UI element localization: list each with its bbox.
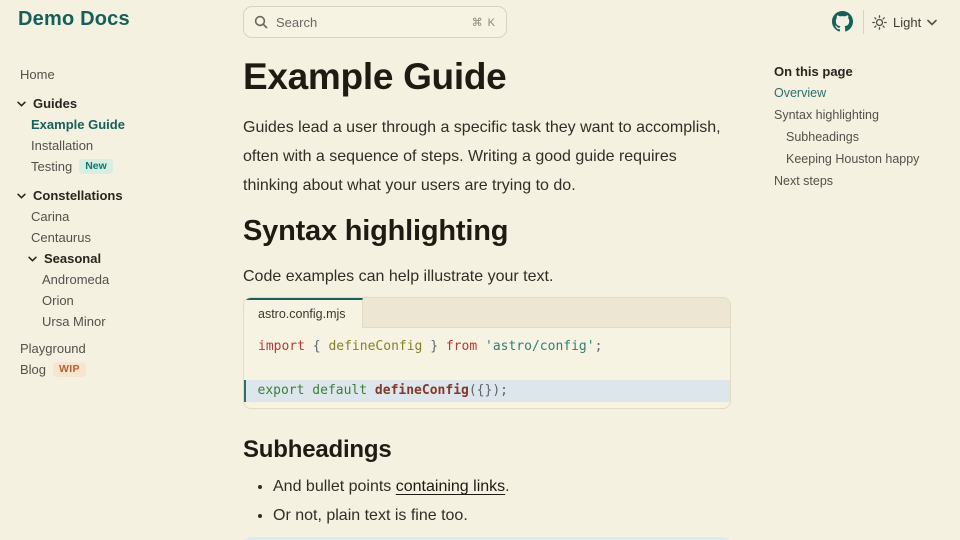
header-divider: [863, 10, 864, 34]
sidebar-group-constellations[interactable]: Constellations: [20, 185, 225, 206]
main-content: [243, 55, 731, 540]
site-header: [0, 0, 960, 44]
code-line-highlighted: export default defineConfig({});: [244, 380, 730, 402]
code-tab-bar: [244, 298, 730, 328]
sidebar-item-home[interactable]: Home: [20, 67, 55, 82]
sidebar-item-andromeda[interactable]: Andromeda: [42, 272, 110, 287]
toc-title: On this page: [774, 64, 853, 79]
page-title: Example Guide: [243, 56, 507, 97]
sidebar-group-seasonal[interactable]: Seasonal: [20, 248, 225, 269]
code-tab-astro-config[interactable]: astro.config.mjs: [244, 298, 363, 328]
sidebar-nav: [20, 64, 225, 380]
chevron-down-icon: [28, 256, 37, 262]
search-shortcut: ⌘ K: [471, 16, 496, 29]
toc-item-overview[interactable]: Overview: [774, 86, 827, 100]
sidebar-item-installation[interactable]: Installation: [31, 138, 94, 153]
list-item: • Or not, plain text is fine too.: [273, 506, 731, 526]
sun-icon: [872, 15, 887, 30]
code-line: import { defineConfig } from 'astro/config';: [258, 339, 603, 354]
search-input[interactable]: [243, 6, 507, 38]
sidebar-item-orion[interactable]: Orion: [42, 293, 74, 308]
syntax-intro-paragraph: Code examples can help illustrate your text.: [243, 268, 554, 285]
containing-links-link[interactable]: containing links: [395, 478, 506, 495]
syntax-highlighting-heading: Syntax highlighting: [243, 215, 509, 247]
new-badge: New: [79, 159, 113, 174]
sidebar-item-centaurus[interactable]: Centaurus: [31, 230, 91, 245]
toc-item-keeping-houston-happy[interactable]: Keeping Houston happy: [786, 152, 920, 166]
search-placeholder: Search: [276, 14, 318, 30]
chevron-down-icon: [927, 19, 937, 26]
sidebar-item-playground[interactable]: Playground: [20, 341, 86, 356]
list-item: • And bullet points containing links.: [273, 477, 731, 497]
toc-item-syntax-highlighting[interactable]: Syntax highlighting: [774, 108, 879, 122]
chevron-down-icon: [17, 193, 26, 199]
bullet-list: [243, 477, 731, 526]
wip-badge: WIP: [53, 362, 86, 377]
site-title[interactable]: Demo Docs: [18, 8, 130, 30]
sidebar-item-carina[interactable]: Carina: [31, 209, 70, 224]
sidebar-group-guides[interactable]: Guides: [20, 93, 225, 114]
code-block: [243, 297, 731, 409]
github-icon[interactable]: [832, 11, 853, 32]
code-line: [244, 358, 730, 380]
sidebar-item-example-guide[interactable]: Example Guide: [31, 117, 125, 132]
sidebar-item-blog[interactable]: Blog WIP: [20, 359, 225, 380]
code-content: [244, 328, 730, 408]
theme-select[interactable]: [872, 10, 937, 34]
sidebar-item-testing[interactable]: Testing New: [20, 156, 225, 177]
toc-item-subheadings[interactable]: Subheadings: [786, 130, 859, 144]
subheadings-heading: Subheadings: [243, 436, 392, 463]
on-this-page-toc: [774, 64, 944, 190]
chevron-down-icon: [17, 101, 26, 107]
intro-paragraph: Guides lead a user through a specific task they want to accomplish, often with a sequence of steps. Writing a good guide requires thinking about what your users are trying to do.: [243, 119, 721, 194]
sidebar-item-ursa-minor[interactable]: Ursa Minor: [42, 314, 106, 329]
toc-item-next-steps[interactable]: Next steps: [774, 174, 834, 188]
search-icon: [254, 15, 268, 29]
theme-label: Light: [893, 14, 922, 30]
